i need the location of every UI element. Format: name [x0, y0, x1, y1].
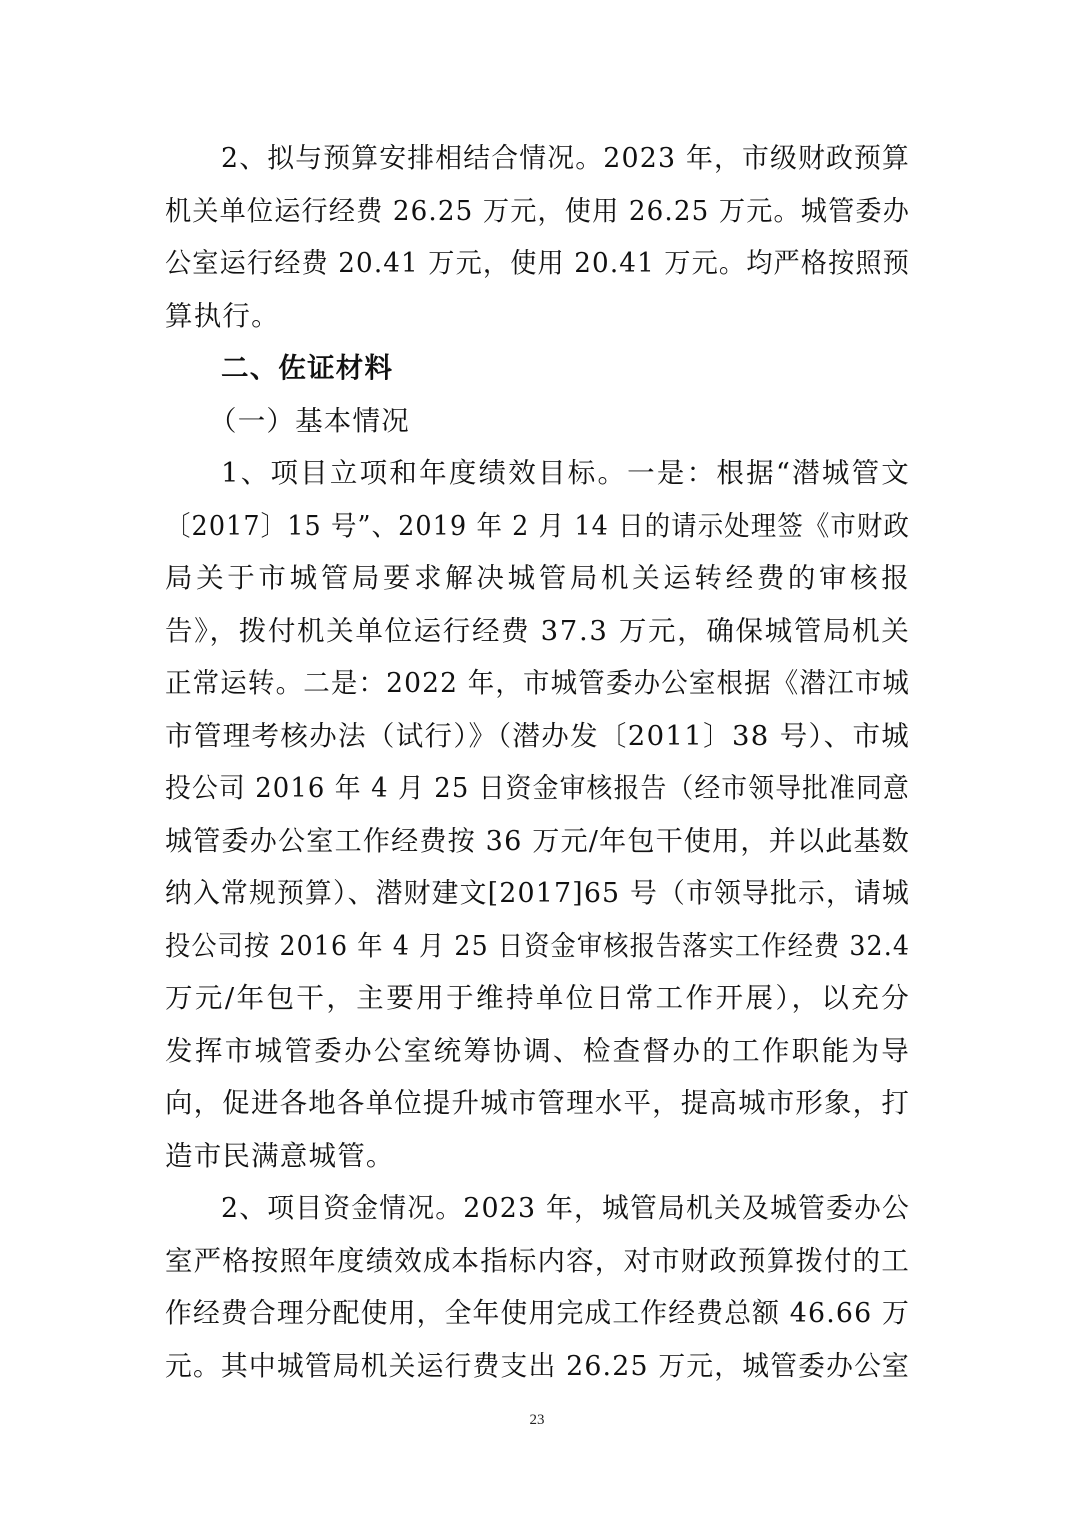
paragraph-line: 城管委办公室工作经费按 36 万元/年包干使用，并以此基数 — [165, 824, 910, 857]
document-body — [165, 132, 913, 1392]
paragraph-line: 室严格按照年度绩效成本指标内容，对市财政预算拨付的工 — [165, 1244, 910, 1277]
paragraph-line: 作经费合理分配使用，全年使用完成工作经费总额 46.66 万 — [165, 1297, 910, 1329]
subsection-heading: （一）基本情况 — [209, 404, 410, 437]
paragraph-line: 造市民满意城管。 — [165, 1139, 395, 1172]
paragraph-line: 元。其中城管局机关运行费支出 26.25 万元，城管委办公室 — [165, 1349, 910, 1382]
paragraph-line: 发挥市城管委办公室统筹协调、检查督办的工作职能为导 — [165, 1034, 912, 1067]
paragraph-line: 〔2017〕15 号”、2019 年 2 月 14 日的请示处理签《市财政 — [165, 509, 910, 542]
paragraph-line: 市管理考核办法（试行）》（潜办发〔2011〕38 号）、市城 — [165, 719, 911, 752]
paragraph-line: 局关于市城管局要求解决城管局机关运转经费的审核报 — [165, 562, 913, 594]
page-number: 23 — [529, 1412, 545, 1428]
paragraph-line: 算执行。 — [165, 299, 280, 332]
paragraph-line: 告》，拨付机关单位运行经费 37.3 万元，确保城管局机关 — [165, 614, 911, 647]
paragraph-line: 2、项目资金情况。2023 年，城管局机关及城管委办公 — [221, 1192, 910, 1224]
paragraph-line: 正常运转。二是：2022 年，市城管委办公室根据《潜江市城 — [165, 667, 910, 699]
paragraph-line: 向，促进各地各单位提升城市管理水平，提高城市形象，打 — [165, 1087, 910, 1119]
section-heading: 二、佐证材料 — [221, 352, 394, 384]
paragraph-line: 机关单位运行经费 26.25 万元，使用 26.25 万元。城管委办 — [165, 194, 910, 227]
paragraph-line: 投公司 2016 年 4 月 25 日资金审核报告（经市领导批准同意 — [165, 772, 910, 804]
paragraph-line: 投公司按 2016 年 4 月 25 日资金审核报告落实工作经费 32.4 — [165, 929, 910, 962]
paragraph-line: 万元/年包干，主要用于维持单位日常工作开展），以充分 — [165, 982, 912, 1014]
paragraph-line: 纳入常规预算）、潜财建文[2017]65 号（市领导批示，请城 — [165, 877, 910, 909]
paragraph-line: 2、拟与预算安排相结合情况。2023 年，市级财政预算 — [221, 142, 910, 174]
paragraph-line: 公室运行经费 20.41 万元，使用 20.41 万元。均严格按照预 — [165, 247, 910, 279]
paragraph-line: 1、项目立项和年度绩效目标。一是：根据“潜城管文 — [221, 457, 912, 489]
